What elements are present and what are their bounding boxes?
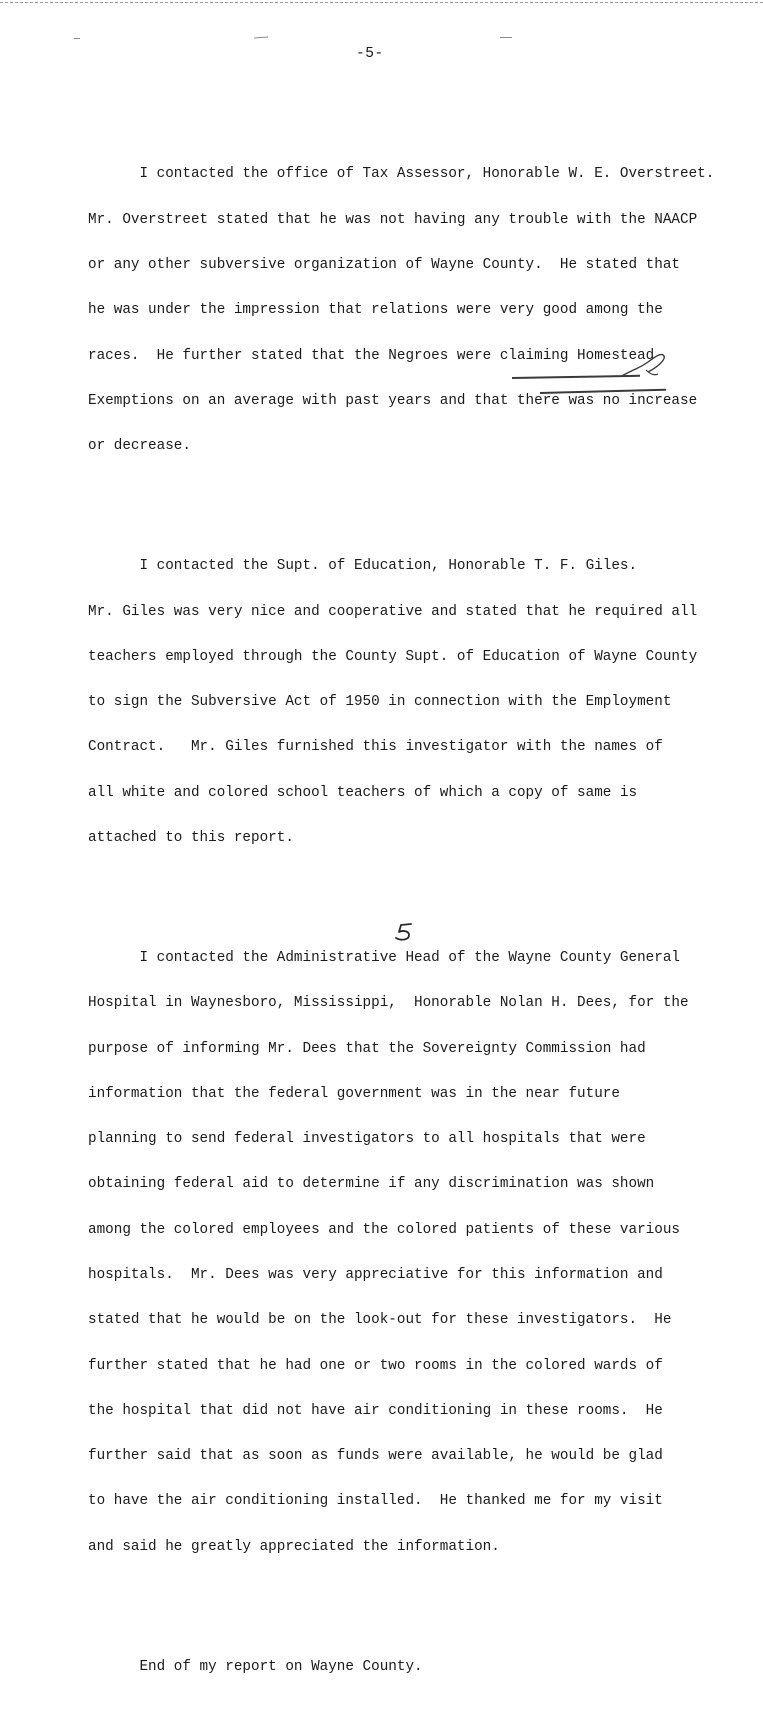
text-line: Hospital in Waynesboro, Mississippi, Honorable Nolan H. Dees, for the — [88, 995, 689, 1012]
text-line: purpose of informing Mr. Dees that the Sovereignty Commission had — [88, 1040, 646, 1057]
text-line: planning to send federal investigators to all hospitals that were — [88, 1131, 646, 1148]
text-line: information that the federal government was in the near future — [88, 1085, 620, 1102]
text-line: Mr. Overstreet stated that he was not having any trouble with the NAACP — [88, 211, 698, 228]
scan-speck — [74, 38, 80, 39]
paragraph-tax-assessor — [88, 137, 760, 484]
text-line: races. He further stated that the Negroes were claiming Homestead — [88, 347, 655, 364]
text-line: further stated that he had one or two rooms in the colored wards of — [88, 1357, 663, 1374]
text-line: I contacted the Supt. of Education, Honorable T. F. Giles. — [88, 558, 638, 575]
text-line: and said he greatly appreciated the information. — [88, 1538, 500, 1555]
text-line: stated that he would be on the look-out for these investigators. He — [88, 1312, 672, 1329]
text-line: to sign the Subversive Act of 1950 in connection with the Employment — [88, 694, 672, 711]
text-line: further said that as soon as funds were available, he would be glad — [88, 1448, 663, 1465]
text-line: obtaining federal aid to determine if any discrimination was shown — [88, 1176, 655, 1193]
scan-speck — [254, 37, 268, 39]
text-line: the hospital that did not have air conditioning in these rooms. He — [88, 1402, 663, 1419]
text-line: teachers employed through the County Supt. of Education of Wayne County — [88, 648, 698, 665]
text-line: or decrease. — [88, 438, 191, 455]
text-line: to have the air conditioning installed. He thanked me for my visit — [88, 1493, 663, 1510]
text-line: Contract. Mr. Giles furnished this investigator with the names of — [88, 739, 663, 756]
paragraph-closing — [88, 1630, 760, 1705]
paragraph-education — [88, 529, 760, 876]
text-line: I contacted the Administrative Head of the Wayne County General — [88, 950, 680, 967]
paragraph-hospital — [88, 921, 760, 1585]
text-line: or any other subversive organization of Wayne County. He stated that — [88, 256, 680, 273]
text-line: he was under the impression that relations were very good among the — [88, 302, 663, 319]
text-line: End of my report on Wayne County. — [88, 1658, 423, 1675]
text-line: attached to this report. — [88, 829, 294, 846]
text-line: Mr. Giles was very nice and cooperative and stated that he required all — [88, 603, 698, 620]
text-line: I contacted the office of Tax Assessor, Honorable W. E. Overstreet. — [88, 166, 715, 183]
handwritten-squiggle-icon — [618, 348, 668, 382]
text-line: Exemptions on an average with past years and that there was no increase — [88, 392, 698, 409]
page-number-header: -5- — [356, 46, 384, 62]
page-top-edge — [0, 2, 763, 3]
text-line: hospitals. Mr. Dees was very appreciative for this information and — [88, 1267, 663, 1284]
handwritten-page-number — [393, 921, 417, 943]
scan-speck — [500, 37, 512, 38]
text-line: all white and colored school teachers of which a copy of same is — [88, 784, 638, 801]
text-line: among the colored employees and the colored patients of these various — [88, 1221, 680, 1238]
